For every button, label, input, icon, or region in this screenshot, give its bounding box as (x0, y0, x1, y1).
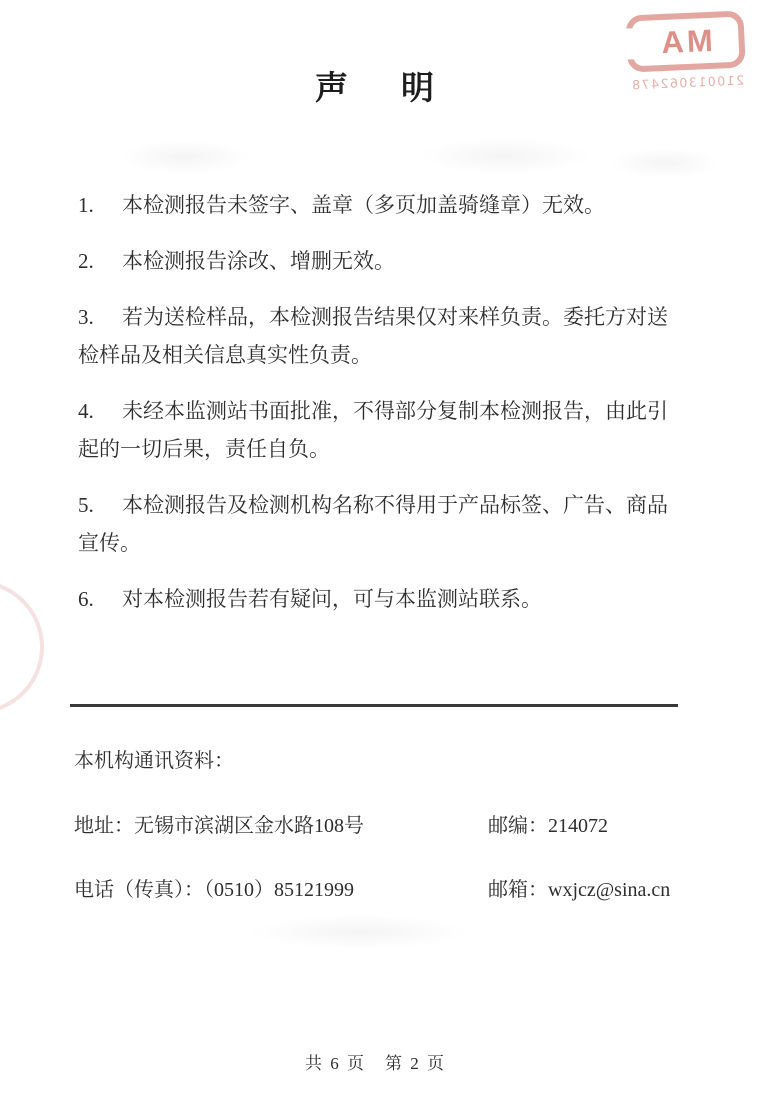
contact-postcode (488, 809, 608, 838)
statement-number: 5. (78, 493, 94, 517)
statement-line-continued: 检样品及相关信息真实性负责。 (78, 343, 372, 367)
horizontal-rule (70, 704, 678, 707)
cma-stamp-c-opening (625, 28, 635, 59)
statement-item-6 (78, 580, 698, 618)
cma-stamp-number: 210013062478 (630, 72, 745, 93)
statement-text: 本检测报告未签字、盖章（多页加盖骑缝章）无效。 (122, 193, 605, 217)
contact-phone-value: （0510）85121999 (204, 879, 354, 901)
statement-number: 1. (78, 193, 94, 217)
statement-line (78, 486, 698, 524)
statement-item-3 (78, 298, 698, 374)
statement-line-continued: 宣传。 (78, 531, 141, 555)
contact-postcode-label: 邮编： (488, 815, 548, 837)
page-title: 声 明 (315, 71, 444, 107)
statement-line (78, 242, 698, 280)
statement-item-5 (78, 486, 698, 562)
statement-item-1 (78, 186, 698, 224)
contact-address-value: 无锡市滨湖区金水路108号 (134, 815, 364, 837)
contact-email-value: wxjcz@sina.cn (548, 879, 671, 901)
statement-text: 未经本监测站书面批准，不得部分复制本检测报告，由此引 (122, 399, 668, 423)
ghost-smudge (120, 140, 250, 174)
contact-postcode-value: 214072 (548, 815, 608, 837)
contact-email (488, 873, 670, 902)
contact-heading: 本机构通讯资料： (74, 750, 234, 772)
statement-list (78, 186, 698, 636)
statement-line (78, 580, 698, 618)
statement-item-2 (78, 242, 698, 280)
ghost-smudge (610, 148, 720, 178)
statement-number: 2. (78, 249, 94, 273)
contact-phone-label: 电话（传真）： (74, 879, 204, 901)
statement-number: 3. (78, 305, 94, 329)
ghost-smudge (420, 138, 590, 174)
statement-item-4 (78, 392, 698, 468)
seal-ghost-arc (0, 580, 44, 714)
contact-address-label: 地址： (74, 815, 134, 837)
ghost-smudge (250, 915, 470, 949)
statement-text: 本检测报告涂改、增删无效。 (122, 249, 395, 273)
statement-line-continued: 起的一切后果，责任自负。 (78, 437, 330, 461)
cma-stamp-ma-text: MA (657, 22, 714, 60)
statement-text: 对本检测报告若有疑问，可与本监测站联系。 (122, 587, 542, 611)
page-footer: 共 6 页 第 2 页 (305, 1054, 446, 1073)
statement-line (78, 186, 698, 224)
statement-number: 4. (78, 399, 94, 423)
statement-text: 若为送检样品，本检测报告结果仅对来样负责。委托方对送 (122, 305, 668, 329)
statement-number: 6. (78, 587, 94, 611)
statement-line (78, 392, 698, 430)
contact-address (74, 809, 364, 838)
contact-phone (74, 873, 354, 902)
statement-text: 本检测报告及检测机构名称不得用于产品标签、广告、商品 (122, 493, 668, 517)
statement-line (78, 298, 698, 336)
contact-email-label: 邮箱： (488, 879, 548, 901)
